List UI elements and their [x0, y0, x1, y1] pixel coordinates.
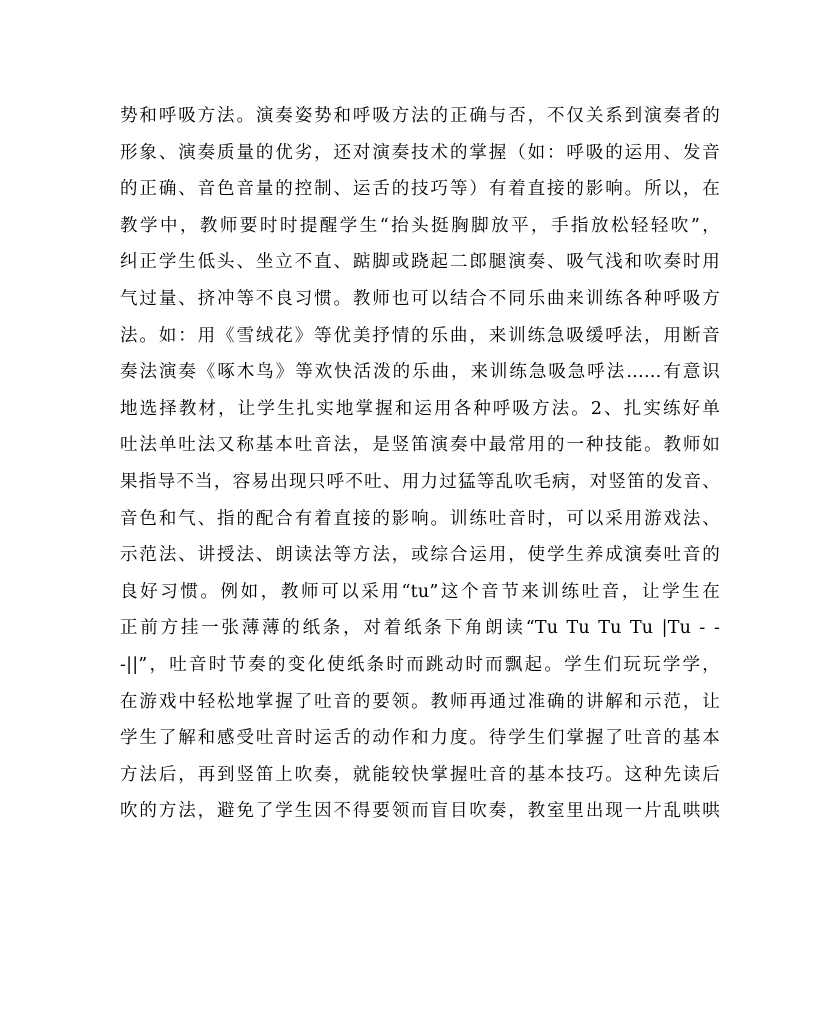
text-line: 气过量、挤冲等不良习惯。教师也可以结合不同乐曲来训练各种呼吸方	[120, 288, 720, 309]
text-line: 方法后，再到竖笛上吹奏，就能较快掌握吐音的基本技巧。这种先读后	[120, 764, 720, 785]
text-line: -||”，吐音时节奏的变化使纸条时而跳动时而飘起。学生们玩玩学学，	[120, 654, 720, 675]
text-line: 势和呼吸方法。演奏姿势和呼吸方法的正确与否，不仅关系到演奏者的	[120, 106, 720, 126]
text-line: 示范法、讲授法、朗读法等方法，或综合运用，使学生养成演奏吐音的	[120, 545, 720, 566]
text-line: 教学中，教师要时时提醒学生“抬头挺胸脚放平，手指放松轻轻吹”，	[120, 215, 720, 236]
text-line: 吐法单吐法又称基本吐音法，是竖笛演奏中最常用的一种技能。教师如	[120, 435, 720, 456]
text-line: 奏法演奏《啄木鸟》等欢快活泼的乐曲，来训练急吸急呼法……有意识	[120, 362, 720, 383]
text-line: 音色和气、指的配合有着直接的影响。训练吐音时，可以采用游戏法、	[120, 508, 720, 529]
body-text	[120, 98, 720, 830]
text-line: 学生了解和感受吐音时运舌的动作和力度。待学生们掌握了吐音的基本	[120, 728, 720, 749]
text-line: 果指导不当，容易出现只呼不吐、用力过猛等乱吹毛病，对竖笛的发音、	[120, 471, 720, 492]
text-line: 吹的方法，避免了学生因不得要领而盲目吹奏，教室里出现一片乱哄哄	[120, 801, 720, 822]
text-line: 良好习惯。例如，教师可以采用“tu”这个音节来训练吐音，让学生在	[120, 581, 720, 602]
text-line: 法。如：用《雪绒花》等优美抒情的乐曲，来训练急吸缓呼法，用断音	[120, 325, 720, 346]
text-line: 正前方挂一张薄薄的纸条，对着纸条下角朗读“Tu Tu Tu Tu |Tu - -	[120, 618, 720, 639]
text-line: 形象、演奏质量的优劣，还对演奏技术的掌握（如：呼吸的运用、发音	[120, 142, 720, 163]
text-line: 地选择教材，让学生扎实地掌握和运用各种呼吸方法。2、扎实练好单	[120, 398, 720, 419]
text-line: 的正确、音色音量的控制、运舌的技巧等）有着直接的影响。所以，在	[120, 179, 720, 200]
text-line: 在游戏中轻松地掌握了吐音的要领。教师再通过准确的讲解和示范，让	[120, 691, 720, 712]
text-line: 纠正学生低头、坐立不直、踮脚或跷起二郎腿演奏、吸气浅和吹奏时用	[120, 252, 720, 273]
